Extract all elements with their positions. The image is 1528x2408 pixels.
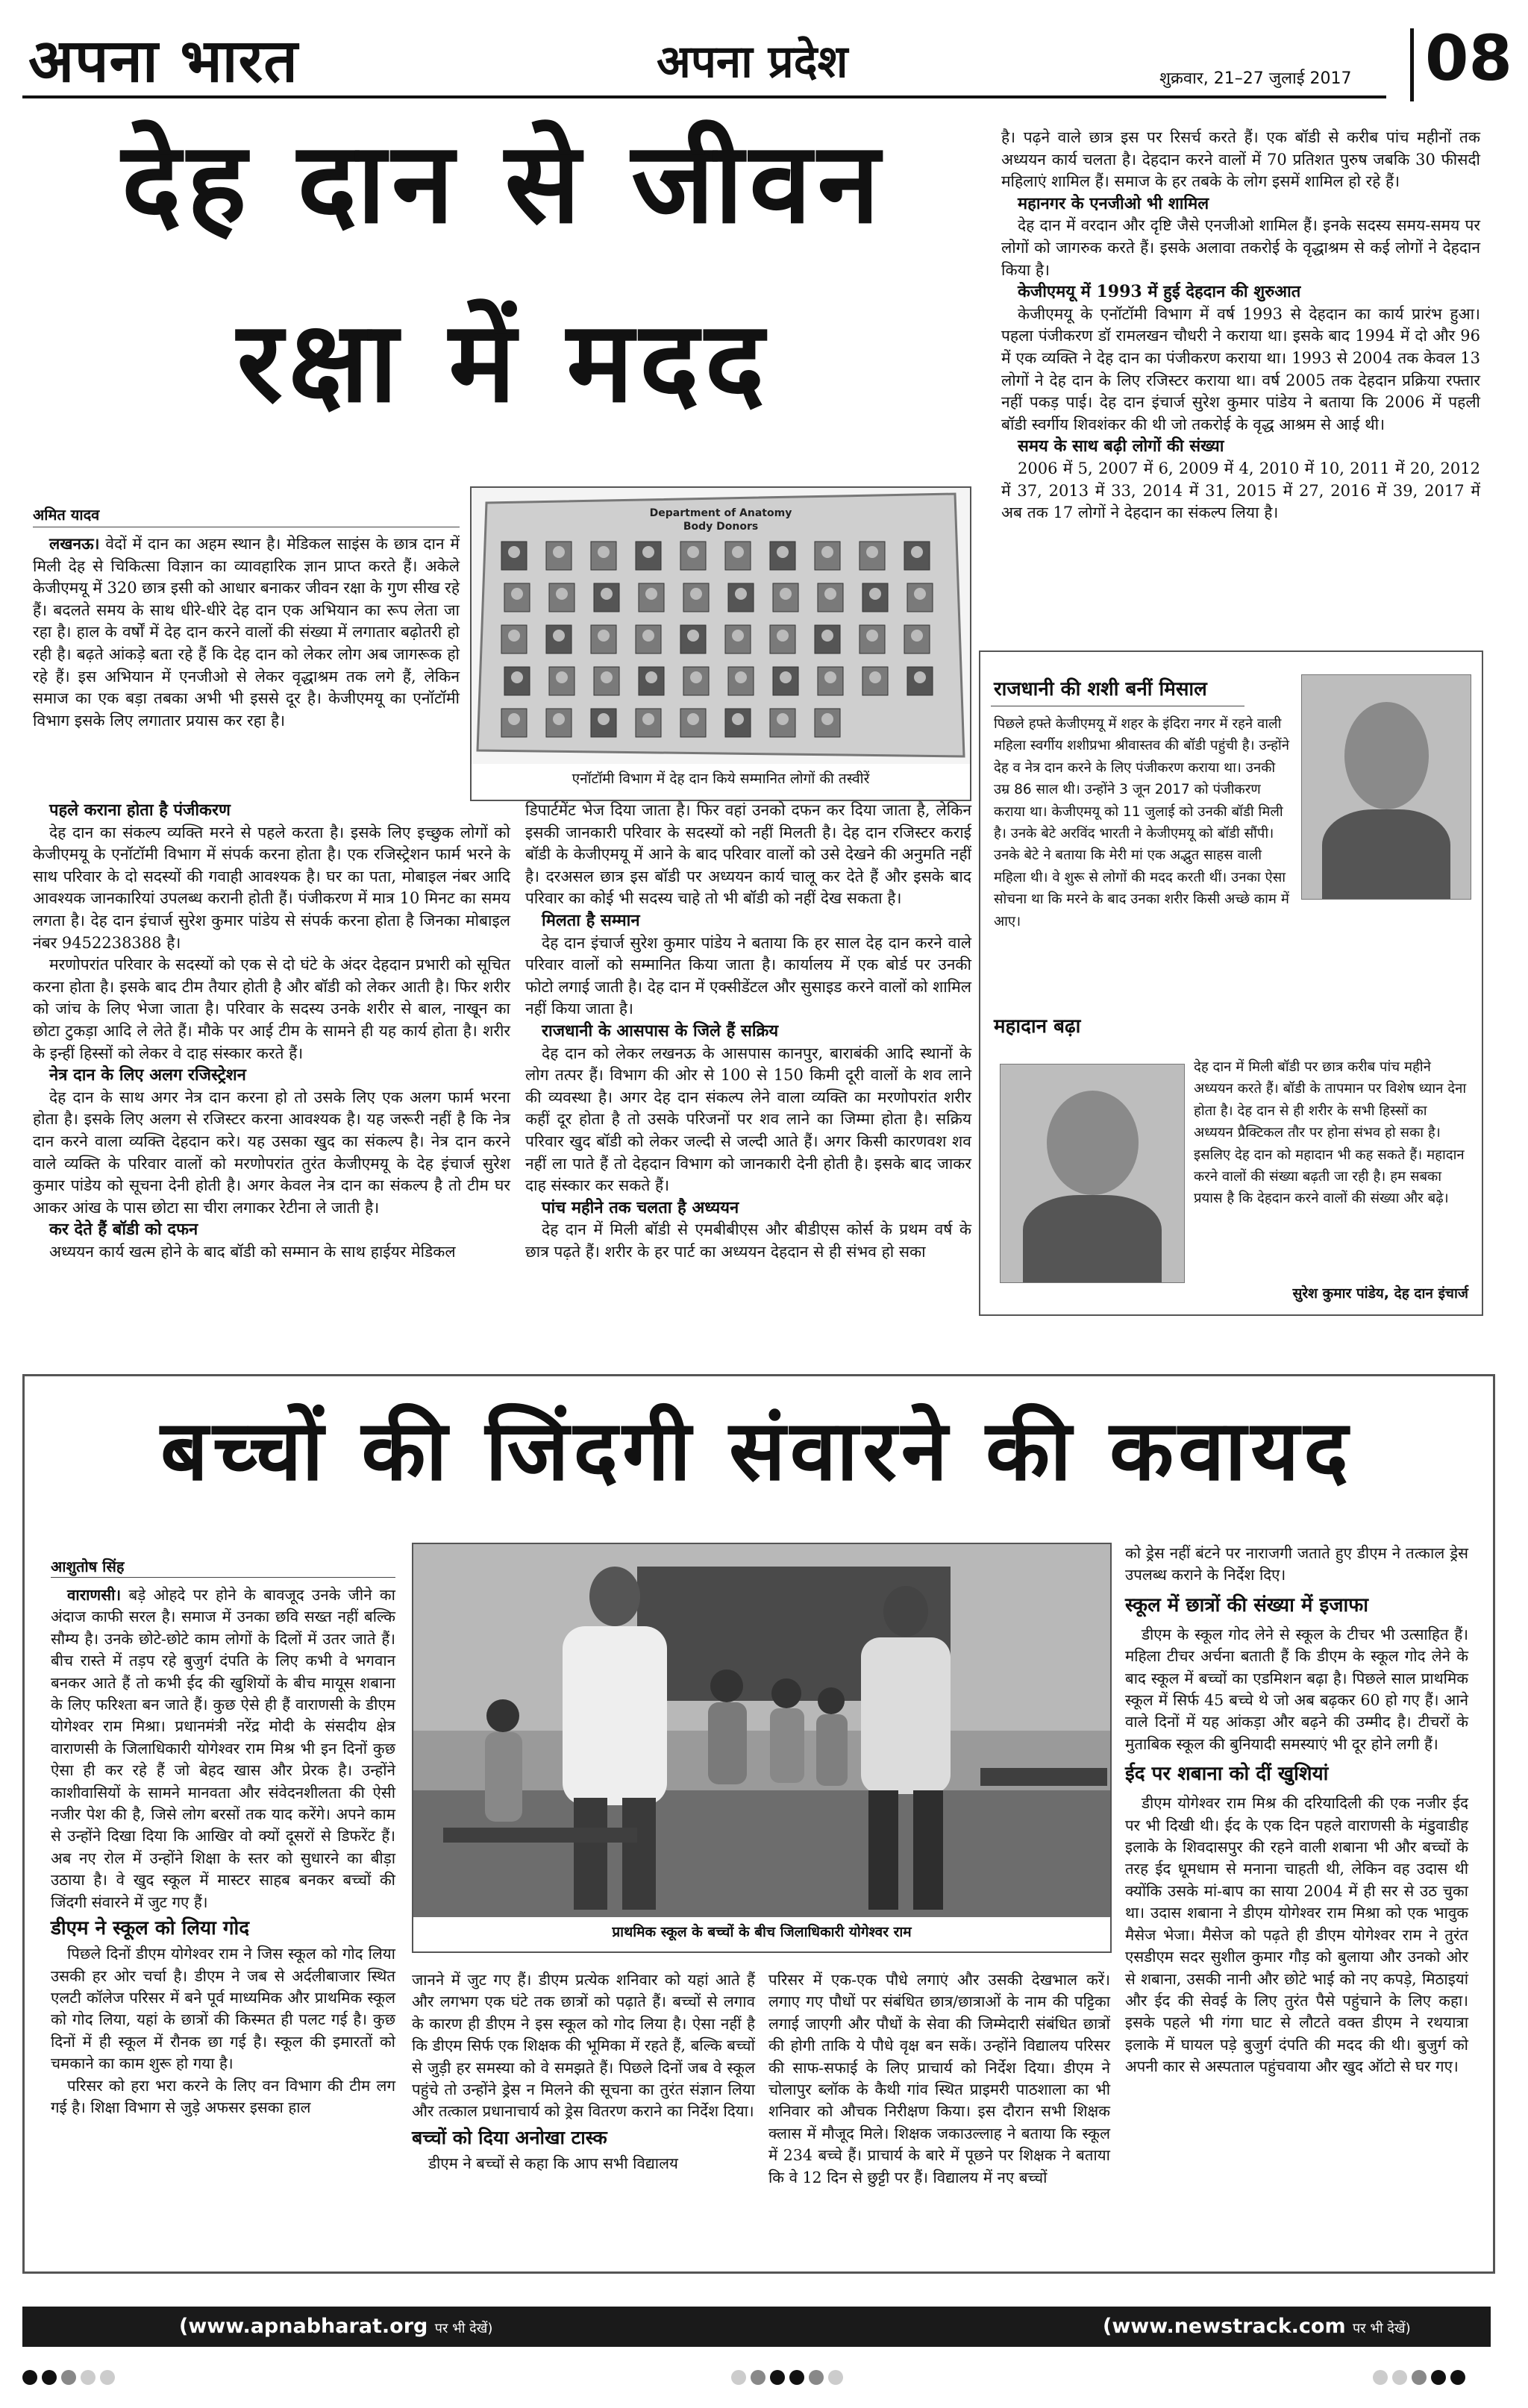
footer-left-link[interactable]: (www.apnabharat.org (179, 2315, 428, 2338)
para-registration: देह दान का संकल्प व्यक्ति मरने से पहले करता है। इसके लिए इच्छुक लोगों को केजीएमयू के एनॉटॉमी विभाग में संपर्क करना होता है। एक रजिस्ट्रेशन फार्म भरने के साथ परिवार के दो सदस्यों की गवाही आवश्यक है। घर का पता, मोबाइल नंबर आदि आवश्यक जानकारियां उपलब्ध करानी होती हैं। पंजीकरण में मात्र 10 मिनट का समय लगता है। देह दान इंचार्ज सुरेश कुमार पांडेय से संपर्क करना होता है जिनका मोबाइल नंबर 9452238388 है। (33, 823, 510, 952)
story2-byline: आशुतोष सिंह (51, 1558, 125, 1575)
dateline-city: लखनऊ। (49, 534, 100, 553)
para-adopted-school: पिछले दिनों डीएम योगेश्वर राम ने जिस स्कूल को गोद लिया उसकी हर ओर चर्चा है। डीएम ने जब से अर्दलीबाजार स्थित एलटी कॉलेज परिसर में बने पूर्व माध्यमिक और प्राथमिक स्कूल को गोद लिया, यहां के छात्रों की किस्मत ही पलट गई है। कुछ दिनों में ही स्कूल में रौनक छा गई है। स्कूल की इमारतों को चमकाने का काम शुरू हो गया है। (51, 1945, 395, 2073)
story1-intro-text: लखनऊ। वेदों में दान का अहम स्थान है। मेडिकल साइंस के छात्र दान में मिली देह से चिकित्सा विज्ञान का व्यावहारिक ज्ञान प्राप्त करते हैं। अकेले केजीएमयू में 320 छात्र इसी को आधार बनाकर जीवन रक्षा के गुण सीख रहे हैं। बदलते समय के साथ धीरे-धीरे देह दान एक अभियान का रूप लेता जा रहा है। हाल के वर्षों में देह दान करने वालों की संख्या में लगातार बढ़ोतरी हो रही है। बढ़ते आंकड़े बता रहे हैं कि देह दान को लेकर लोग अब जागरूक हो रहे हैं। इस अभियान में एनजीओ से लेकर वृद्धाश्रम तक लगे हैं, लेकिन समाज का एक बड़ा तबका अभी भी इससे दूर है। केजीएमयू का एनॉटॉमी विभाग इसके लिए लगातार प्रयास कर रहा है। (33, 534, 460, 730)
sidebar-box (979, 650, 1483, 1316)
classroom-image (413, 1544, 1110, 1917)
footer-right-suffix: पर भी देखें) (1353, 2321, 1411, 2336)
subhead-five-months: पांच महीने तक चलता है अध्ययन (542, 1197, 739, 1217)
subhead-ngo: महानगर के एनजीओ भी शामिल (1018, 193, 1209, 213)
masthead-rule (22, 95, 1386, 98)
sidebar-text-2: देह दान में मिली बॉडी पर छात्र करीब पांच महीने अध्ययन करते हैं। बॉडी के तापमान पर विशेष ध्यान देना होता है। देह दान से ही शरीर के सभी हिस्सों का अध्ययन प्रैक्टिकल तौर पर होना संभव हो सका है। इसलिए देह दान को महादान भी कह सकते हैं। महादान करने वालों की संख्या बढ़ती जा रही है। हम सबका प्रयास है कि देहदान करने वालों की संख्या और बढ़े। (1194, 1059, 1467, 1207)
footer-left-suffix: पर भी देखें) (434, 2321, 493, 2336)
subhead-burial: कर देते हैं बॉडी को दफन (49, 1220, 198, 1240)
footer-bar (22, 2307, 1491, 2347)
story2-col4 (1125, 1543, 1468, 2078)
story1-col2 (525, 800, 971, 1263)
dateline: शुक्रवार, 21–27 जुलाई 2017 (1159, 69, 1352, 88)
para-greening: परिसर को हरा भरा करने के लिए वन विभाग की टीम लग गई है। शिक्षा विभाग से जुड़े अफसर इसका हाल (51, 2076, 395, 2116)
page-number: 08 (1425, 22, 1512, 95)
subhead-adopted-school: डीएम ने स्कूल को लिया गोद (51, 1917, 250, 1940)
subhead-nearby-districts: राजधानी के आसपास के जिले हैं सक्रिय (542, 1020, 779, 1041)
para-department: डिपार्टमेंट भेज दिया जाता है। फिर वहां उनको दफन कर दिया जाता है, लेकिन इसकी जानकारी परिवार के सदस्यों को नहीं मिलती है। देह दान रजिस्टर कराई बॉडी के केजीएमयू में आने के बाद परिवार वालों को उसे देखने की अनुमति नहीं है। दरअसल छात्र इस बॉडी पर अध्ययन कार्य चालू कर देते हैं और इसके बाद परिवार का कोई भी सदस्य चाहे तो भी बॉडी को नहीं देख सकता है। (525, 801, 971, 908)
para-five-months: देह दान में मिली बॉडी से एमबीबीएस और बीडीएस कोर्स के प्रथम वर्ष के छात्र पढ़ते हैं। शरीर के हर पार्ट का अध्ययन देहदान से ही संभव हो सका (525, 1220, 971, 1261)
sidebar-heading-2: महादान बढ़ा (994, 1015, 1081, 1038)
footer-dots-left (22, 2369, 119, 2386)
story2-intro: वाराणसी। बड़े ओहदे पर होने के बावजूद उनके जीने का अंदाज काफी सरल है। समाज में उनका छवि सख्त नहीं बल्कि सौम्य है। उनके छोटे-छोटे काम लोगों के दिलों में उतर जाते हैं। बीच रास्ते में तड़प रहे बुजुर्ग दंपति के लिए कभी वे भगवान बनकर आते हैं तो कभी ईद की खुशियों के बीच मायूस शबाना के लिए फरिश्ता बन जाते हैं। कुछ ऐसे ही हैं वाराणसी के डीएम योगेश्वर राम मिश्रा। प्रधानमंत्री नरेंद्र मोदी के संसदीय क्षेत्र वाराणसी के जिलाधिकारी योगेश्वर राम मिश्र भी इन दिनों कुछ ऐसा ही कर रहे हैं जो बेहद खास और प्रेरक है। उन्होंने काशीवासियों के सामने मानवता और संवेदनशीलता की ऐसी नजीर पेश की है, जिसे लोग बरसों तक याद करेंगे। अपने काम से उन्होंने दिखा दिया कि आखिर वो क्यों दूसरों से डिफरेंट हैं। अब नए रोल में उन्होंने शिक्षा के स्तर को सुधारने का बीड़ा उठाया है। वे खुद स्कूल में मास्टर साहब बनकर बच्चों की जिंदगी संवारने में जुट गए हैं। (51, 1586, 395, 1911)
story1-intro (33, 533, 460, 732)
story2-col3 (768, 1969, 1110, 2189)
shashi-portrait (1301, 674, 1471, 900)
para-after-death: मरणोपरांत परिवार के सदस्यों को एक से दो घंटे के अंदर देहदान प्रभारी को सूचित करना होता है। इसके बाद टीम तैयार होती है और बॉडी को लेकर आती है। फिर शरीर को जांच के लिए भेजा जाता है। परिवार के सदस्य उनके शरीर से बाल, नाखून का छोटा टुकड़ा आदि ले लेते हैं। मौके पर आई टीम के सामने ही यह कार्य होता है। शरीर के इन्हीं हिस्सों को लेकर वे दाह संस्कार करते हैं। (33, 956, 510, 1062)
story2-col1 (51, 1584, 395, 2119)
para-unique-task: डीएम ने बच्चों से कहा कि आप सभी विद्यालय (428, 2154, 678, 2172)
byline-rule-2 (51, 1577, 395, 1578)
story1-photo (470, 486, 971, 801)
subhead-eye-donation: नेत्र दान के लिए अलग रजिस्ट्रेशन (49, 1065, 246, 1085)
story2-headline: बच्चों की जिंदगी संवारने की कवायद (160, 1402, 1353, 1499)
para-nearby-districts: देह दान को लेकर लखनऊ के आसपास कानपुर, बाराबंकी आदि स्थानों के लोग तत्पर हैं। विभाग की ओर से 100 से 150 किमी दूरी वालों के शव लाने की व्यवस्था है। अगर देह दान संकल्प लेने वाला व्यक्ति का मरणोपरांत शरीर कहीं दूर होता है तो उसके परिजनों पर शव लाने का जिम्मा होता है। सक्रिय परिवार खुद बॉडी को लेकर जल्दी से जल्दी आते हैं। अगर किसी कारणवश शव नहीं ला पाते हैं तो देहदान विभाग को जानकारी देनी होती है। इसके बाद जाकर दाह संस्कार कर सकते हैं। (525, 1044, 971, 1195)
sidebar-heading-1: राजधानी की शशी बनीं मिसाल (994, 678, 1207, 700)
story1-headline-line2: रक्षा में मदद (237, 296, 771, 427)
section-name: अपना प्रदेश (657, 36, 848, 88)
subhead-eid-shabana: ईद पर शबाना को दीं खुशियां (1125, 1763, 1329, 1786)
para-growth: 2006 में 5, 2007 में 6, 2009 में 4, 2010 में 10, 2011 में 20, 2012 में 37, 2013 में 33, 2014 में 31, 2015 में 27, 2016 में 39, 2017 में अब तक 17 लोगों ने देहदान का संकल्प लिया है। (1001, 459, 1480, 522)
newspaper-brand: अपना भारत (28, 25, 298, 95)
story2-photo (412, 1543, 1112, 1953)
footer-dots-center (731, 2369, 848, 2386)
subhead-registration: पहले कराना होता है पंजीकरण (49, 800, 231, 820)
subhead-unique-task: बच्चों को दिया अनोखा टास्क (412, 2126, 607, 2148)
story1-byline: अमित यादव (33, 506, 100, 524)
para-burial: अध्ययन कार्य खत्म होने के बाद बॉडी को सम्मान के साथ हाईयर मेडिकल (49, 1242, 456, 1261)
para-eid-shabana: डीएम योगेश्वर राम मिश्र की दरियादिली की एक नजीर ईद पर भी दिखी थी। ईद के एक दिन पहले वाराणसी के मंडुवाडीह इलाके के शिवदासपुर की रहने वाली शबाना भी और बच्चों के तरह ईद धूमधाम से मनाना चाहती थी, लेकिन वह उदास थी क्योंकि उसके मां-बाप का साया 2004 में ही सर से उठ चुका था। उदास शबाना ने डीएम योगेश्वर राम मिश्रा को एक भावुक मैसेज भेजा। मैसेज को पढ़ते ही डीएम योगेश्वर राम ने तुरंत एसडीएम सदर सुशील कुमार गौड़ को बुलाया और उनको ओर से शबाना, उसकी नानी और छोटे भाई को नए कपड़े, मिठाइयां और ईद की सेवई के लिए तुरंत पैसे पहुंचाने के लिए कहा। इसके पहले भी गंगा घाट से लौटते वक्त डीएम ने रथयात्रा इलाके में घायल पड़े बुजुर्ग दंपति की मदद की थी। बुजुर्ग को अपनी कार से अस्पताल पहुंचवाया और खुद ऑटो से घर गए। (1125, 1794, 1468, 2076)
subhead-1993: केजीएमयू में 1993 में हुई देहदान की शुरुआत (1018, 282, 1301, 302)
subhead-honour: मिलता है सम्मान (542, 910, 640, 930)
footer-right-url[interactable] (1103, 2307, 1411, 2349)
sidebar-signoff: सुरेश कुमार पांडेय, देह दान इंचार्ज (1292, 1285, 1468, 1302)
story2-photo-caption: प्राथमिक स्कूल के बच्चों के बीच जिलाधिकारी योगेश्वर राम (612, 1924, 912, 1940)
story1-photo-caption: एनॉटॉमी विभाग में देह दान किये सम्मानित लोगों की तस्वीरें (572, 771, 870, 787)
sidebar-text-2-wrap (1194, 1056, 1470, 1210)
story1-col1 (33, 800, 510, 1263)
story1-col3 (1001, 127, 1480, 524)
suresh-pandey-portrait (1000, 1064, 1185, 1283)
story2-col2 (412, 1969, 755, 2175)
story1-headline-line1: देह दान से जीवन (122, 117, 886, 248)
para-students-increase: डीएम के स्कूल गोद लेने से स्कूल के टीचर भी उत्साहित हैं। महिला टीचर अर्चना बताती हैं कि डीएम के स्कूल गोद लेने के बाद स्कूल में बच्चों का एडमिशन बढ़ा है। पिछले साल प्राथमिक स्कूल में सिर्फ 45 बच्चे थे जो अब बढ़कर 60 हो गए हैं। आने वाले दिनों में यह आंकड़ा और बढ़ने की उम्मीद है। टीचरों के मुताबिक स्कूल की बुनियादी समस्याएं भी दूर होने लगी हैं। (1125, 1625, 1468, 1753)
sidebar-text-1-wrap (994, 713, 1292, 932)
para-1993: केजीएमयू के एनॉटॉमी विभाग में वर्ष 1993 से देहदान का कार्य प्रारंभ हुआ। पहला पंजीकरण डॉ रामलखन चौधरी ने कराया था। इसके बाद 1994 में दो और 96 में एक व्यक्ति ने देह दान का पंजीकरण कराया था। 1993 से 2004 तक केवल 13 लोगों ने देह दान के लिए रजिस्टर कराया था। वर्ष 2005 तक देहदान प्रक्रिया रफ्तार नहीं पकड़ पाई। देह दान इंचार्ज सुरेश कुमार पांडेय ने बताया कि 2006 में पहली बॉडी स्वर्गीय शिवशंकर की थी जो तकरोई के वृद्ध आश्रम से आई थी। (1001, 304, 1480, 433)
footer-left-url[interactable] (179, 2307, 492, 2349)
svg-text:Department of Anatomy: Department of Anatomy (649, 507, 792, 519)
footer-dots-right (1373, 2369, 1470, 2386)
sidebar-text-1: पिछले हफ्ते केजीएमयू में शहर के इंदिरा नगर में रहने वाली महिला स्वर्गीय शशीप्रभा श्रीवास्तव की बॉडी पहुंची है। उन्होंने देह व नेत्र दान करने के लिए पंजीकरण कराया था। उनकी उम्र 86 साल थी। उन्होंने 3 जून 2017 को पंजीकरण कराया था। केजीएमयू को 11 जुलाई को उनकी बॉडी मिली है। उनके बेटे अरविंद भारती ने केजीएमयू को बॉडी सौंपी। उनके बेटे ने बताया कि मेरी मां एक अद्भुत साहस वाली महिला थी। वे शुरू से लोगों की मदद करती थीं। उनका ऐसा सोचना था कि मरने के बाद उनका शरीर किसी अच्छे काम में आए। (994, 716, 1290, 929)
subhead-students-increase: स्कूल में छात्रों की संख्या में इजाफा (1125, 1593, 1369, 1617)
para-saturday-teaching: जानने में जुट गए हैं। डीएम प्रत्येक शनिवार को यहां आते हैं और लगभग एक घंटे तक छात्रों को पढ़ाते हैं। बच्चों से लगाव के कारण ही डीएम ने इस स्कूल को गोद लिया है। ऐसा नहीं है कि डीएम सिर्फ एक शिक्षक की भूमिका में रहते हैं, बल्कि बच्चों से जुड़ी हर समस्या को वे समझते हैं। पिछले दिनों जब वे स्कूल पहुंचे तो उन्होंने ड्रेस न मिलने की सूचना का तुरंत संज्ञान लिया और तत्काल प्रधानाचार्य को ड्रेस वितरण कराने का निर्देश दिया। (412, 1971, 755, 2121)
para-dress: को ड्रेस नहीं बंटने पर नाराजगी जताते हुए डीएम ने तत्काल ड्रेस उपलब्ध कराने के निर्देश दिए। (1125, 1544, 1468, 1584)
para-plants: परिसर में एक-एक पौधे लगाएं और उसकी देखभाल करें। लगाए गए पौधों पर संबंधित छात्र/छात्राओं के नाम की पट्टिका लगाई जाएगी और पौधों के सेवा की जिम्मेदारी संबंधित छात्रों की होगी ताकि ये पौधे वृक्ष बन सकें। उन्होंने विद्यालय परिसर की साफ-सफाई के लिए प्राचार्य को निर्देश दिया। डीएम ने चोलापुर ब्लॉक के कैथी गांव स्थित प्राइमरी पाठशाला का भी शनिवार को औचक निरीक्षण किया। इस दौरान सभी शिक्षक क्लास में मौजूद मिले। शिक्षक जकाउल्लाह ने बताया कि स्कूल में 234 बच्चे हैं। प्राचार्य के बारे में पूछने पर शिक्षक ने बताया कि वे 12 दिन से छुट्टी पर हैं। विद्यालय में नए बच्चों (768, 1971, 1110, 2186)
page-number-divider (1410, 28, 1414, 101)
subhead-growth: समय के साथ बढ़ी लोगों की संख्या (1018, 436, 1224, 457)
dateline-city: वाराणसी। (67, 1586, 122, 1604)
footer-right-link[interactable]: (www.newstrack.com (1103, 2315, 1346, 2338)
body-donors-board-image (472, 488, 970, 764)
para-eye-donation: देह दान के साथ अगर नेत्र दान करना हो तो उसके लिए एक अलग फार्म भरना होता है। इसके लिए अलग से रजिस्टर करना आवश्यक है। यह जरूरी नहीं है कि नेत्र दान करने वाला व्यक्ति देहदान करे। यह उसका खुद का संकल्प है। नेत्र दान करने वाले व्यक्ति के परिवार वालों को मरणोपरांत तुरंत केजीएमयू के देह इंचार्ज सुरेश कुमार पांडेय को सूचना देनी होती है। अगर केवल नेत्र दान का संकल्प है तो टीम घर आकर आंख के पास छोटा सा चीरा लगाकर रेटीना ले जाती है। (33, 1088, 510, 1217)
para-research: है। पढ़ने वाले छात्र इस पर रिसर्च करते हैं। एक बॉडी से करीब पांच महीनों तक अध्ययन कार्य चलता है। देहदान करने वालों में 70 प्रतिशत पुरुष जबकि 30 फीसदी महिलाएं शामिल हैं। समाज के हर तबके के लोग इसमें शामिल हो रहे हैं। (1001, 128, 1480, 191)
svg-text:Body Donors: Body Donors (683, 521, 759, 533)
para-ngo: देह दान में वरदान और दृष्टि जैसे एनजीओ शामिल हैं। इनके सदस्य समय-समय पर लोगों को जागरुक करते हैं। इसके अलावा तकरोई के वृद्धाश्रम से कई लोगों ने देहदान किया है। (1001, 216, 1480, 279)
para-honour: देह दान इंचार्ज सुरेश कुमार पांडेय ने बताया कि हर साल देह दान करने वाले परिवार वालों को सम्मानित किया जाता है। कार्यालय में एक बोर्ड पर उनकी फोटो लगाई जाती है। देह दान में एक्सीडेंटल और सुसाइड करने वालों को शामिल नहीं किया जाता है। (525, 933, 971, 1018)
